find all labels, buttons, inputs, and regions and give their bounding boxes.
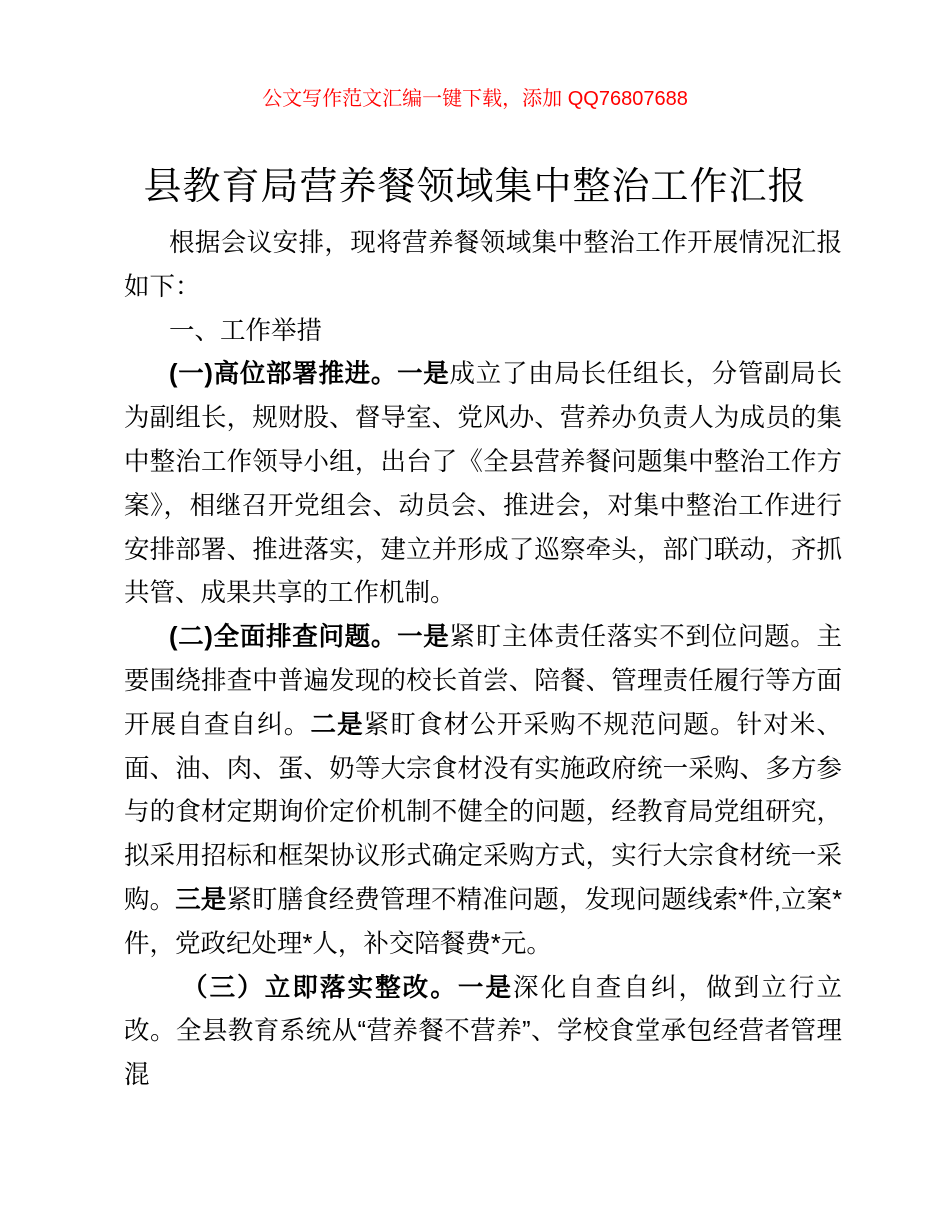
- text-segment: 根据会议安排，现将营养餐领域集中整治工作开展情况汇报如下：: [124, 229, 842, 301]
- text-segment: 紧盯食材公开采购不规范问题。针对米、面、油、肉、蛋、奶等大宗食材没有实施政府统一采购、多方参与的食材定期询价定价机制不健全的问题，经教育局党组研究，拟采用招标和框架协议形式确定采购方式，实行大宗食材统一采购。: [124, 710, 842, 914]
- text-segment: 成立了由局长任组长，分管副局长为副组长，规财股、督导室、党风办、营养办负责人为成员的集中整治工作领导小组，出台了《全县营养餐问题集中整治工作方案》，相继召开党组会、动员会、推进会，对集中整治工作进行安排部署、推进落实，建立并形成了巡察牵头，部门联动，齐抓共管、成果共享的工作机制。: [124, 360, 842, 608]
- section-heading-1: [124, 310, 842, 354]
- intro-paragraph: [124, 222, 842, 310]
- promo-banner-text: 公文写作范文汇编一键下载，添加 QQ76807688: [262, 88, 688, 110]
- text-segment: 二是: [310, 710, 364, 739]
- text-segment: (二)全面排查问题。一是: [169, 623, 450, 652]
- text-segment: 深化自查自纠，做到立行立改。全县教育系统从“营养餐不营养”、学校食堂承包经营者管理混: [124, 973, 842, 1090]
- paragraph-measure-1: [124, 353, 842, 616]
- text-segment: 三是: [175, 885, 227, 914]
- text-segment: 一、工作举措: [169, 316, 323, 345]
- document-body: [124, 222, 842, 1098]
- text-segment: 紧盯膳食经费管理不精准问题，发现问题线索*件,立案*件，党政纪处理*人，补交陪餐费*元。: [124, 885, 842, 958]
- text-segment: 紧盯主体责任落实不到位问题。主要围绕排查中普遍发现的校长首尝、陪餐、管理责任履行等方面开展自查自纠。: [124, 623, 842, 739]
- paragraph-measure-3: [124, 967, 842, 1098]
- text-segment: （三）立即落实整改。一是: [182, 973, 514, 1002]
- text-segment: (一)高位部署推进。一是: [169, 360, 450, 389]
- paragraph-measure-2: [124, 616, 842, 966]
- document-title: 县教育局营养餐领域集中整治工作汇报: [143, 166, 807, 208]
